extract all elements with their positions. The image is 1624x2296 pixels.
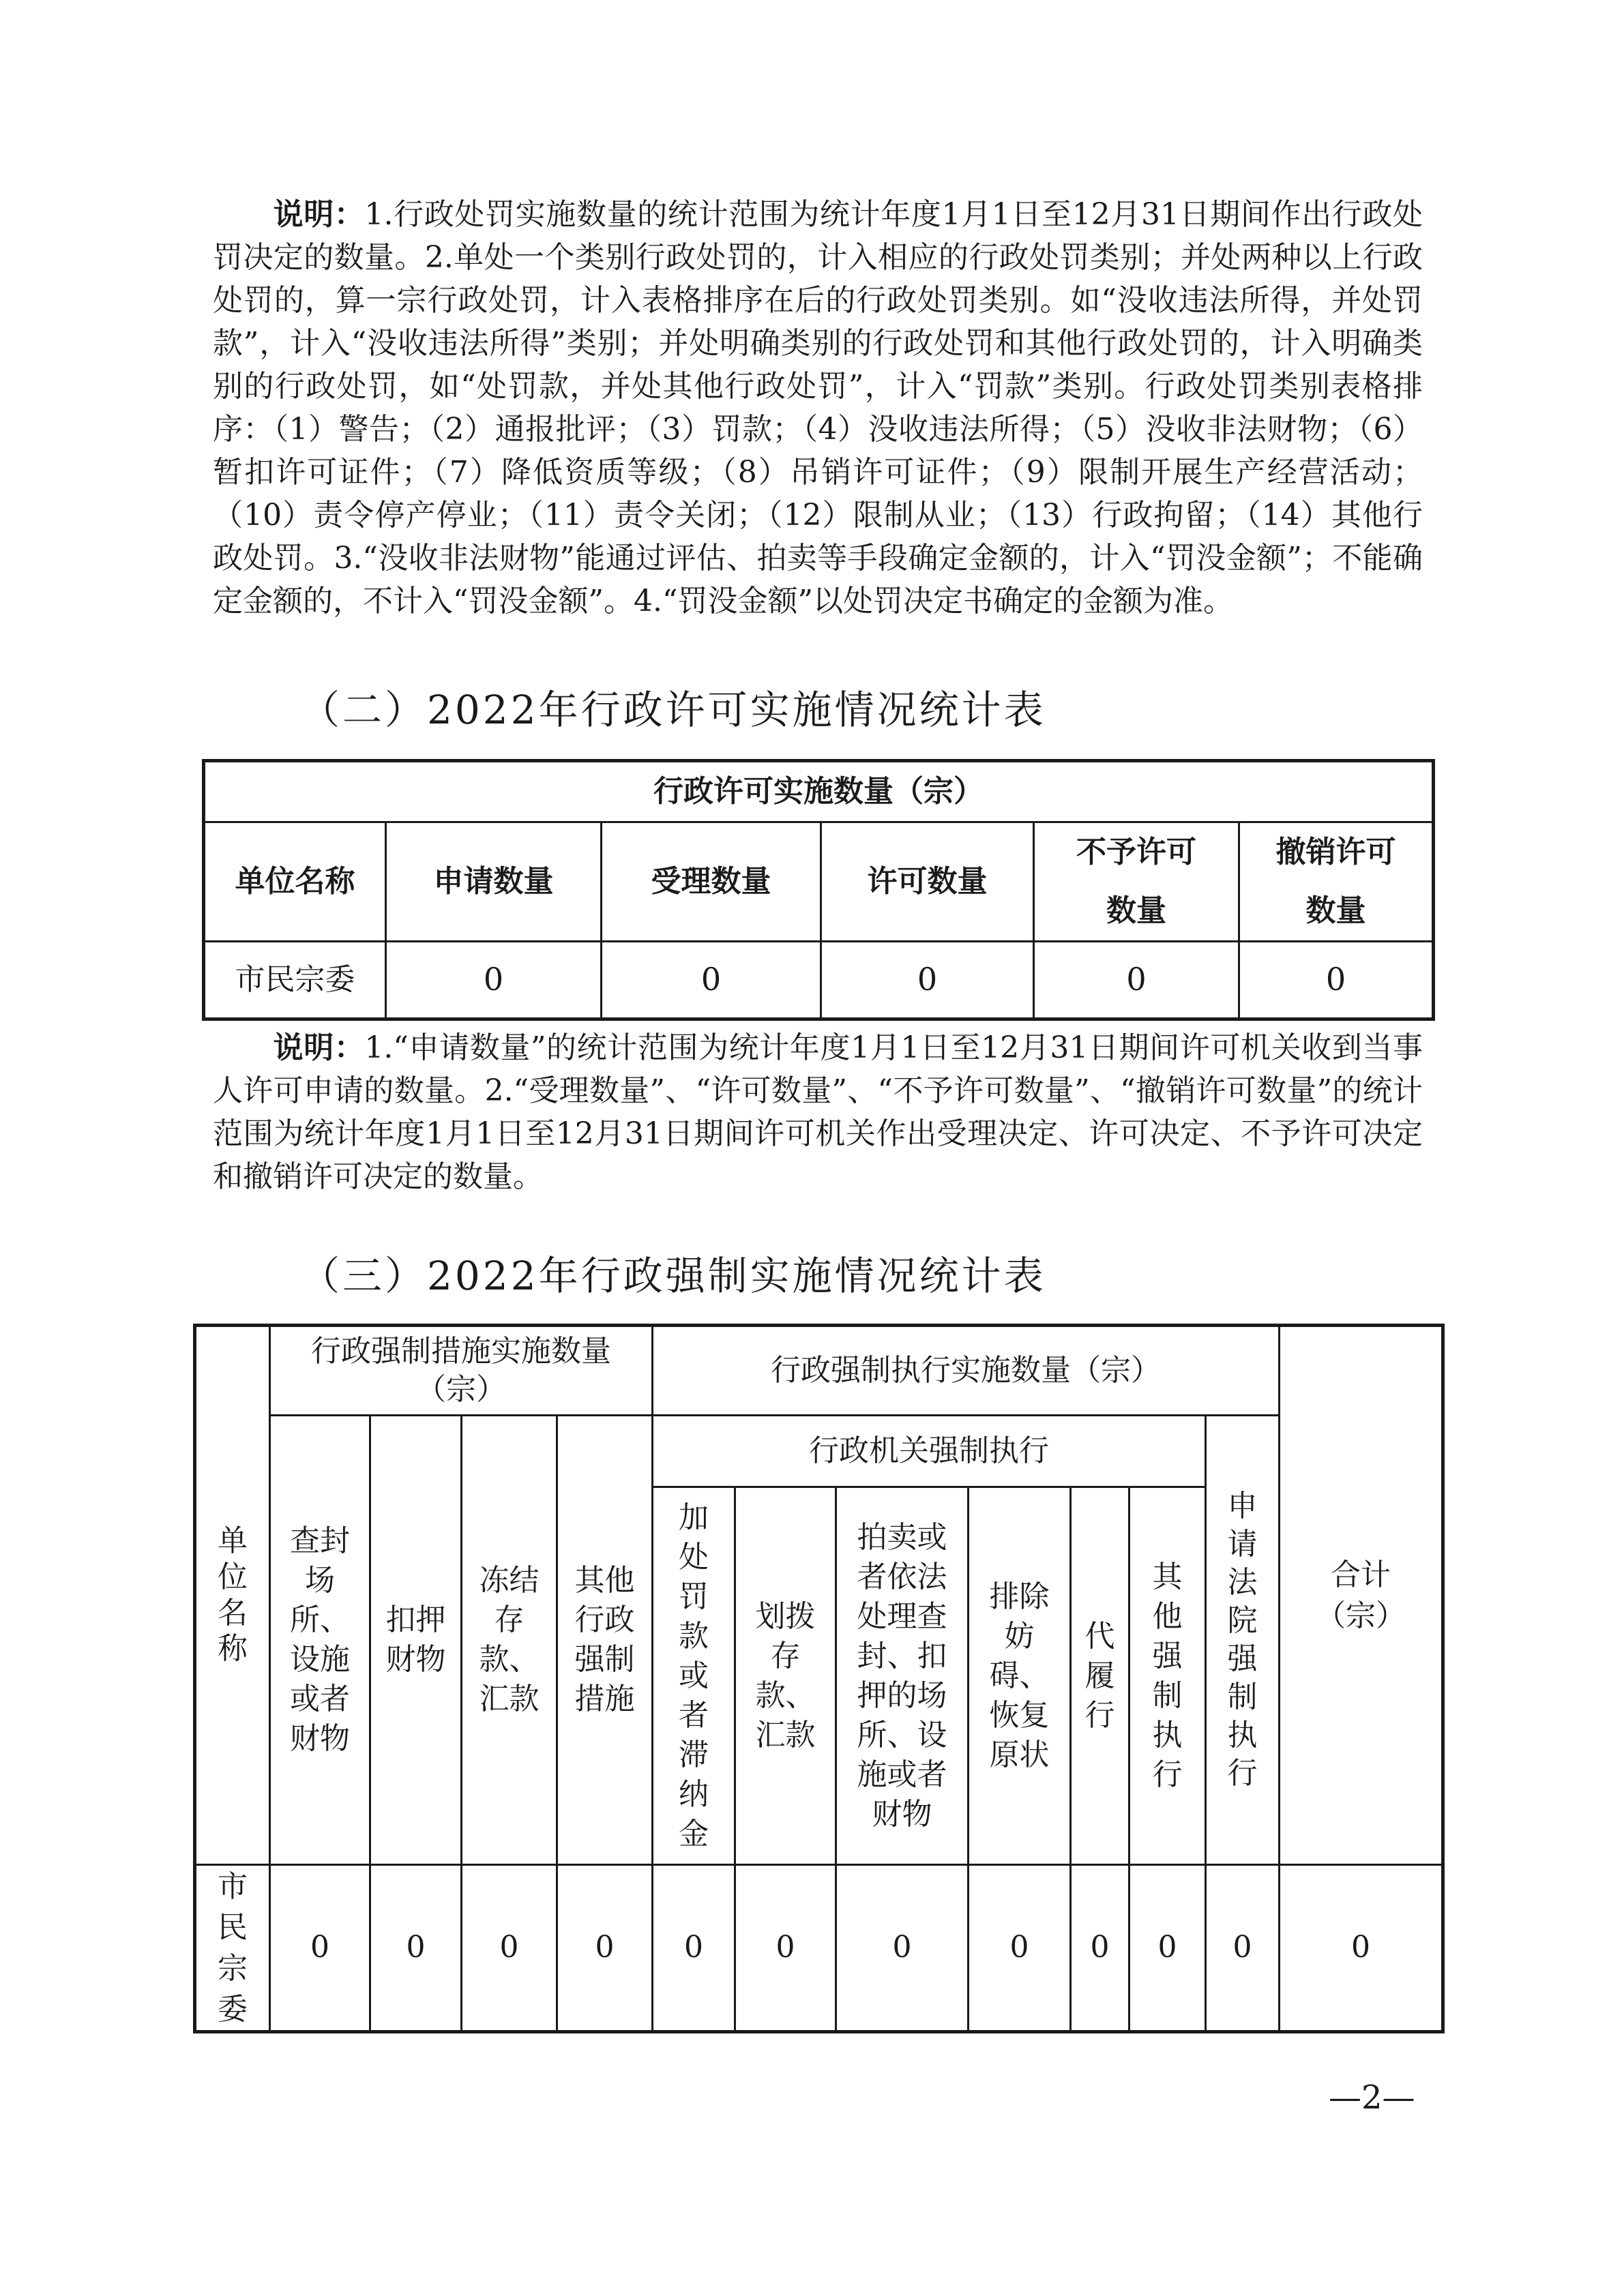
section-title-enforcement: （三）2022年行政强制实施情况统计表 (300, 1253, 1046, 1299)
note-paragraph-1 (213, 193, 1423, 623)
column-header: 申请数量 (386, 822, 602, 942)
column-header: 受理数量 (602, 822, 821, 942)
licensing-table (202, 759, 1435, 1021)
note-paragraph-2 (213, 1026, 1423, 1198)
agency-column-header: 拍卖或 者依法 处理查 封、扣 押的场 所、设 施或者 财物 (836, 1487, 969, 1865)
value-cell: 0 (1206, 1865, 1280, 2032)
unit-name-header: 单 位 名 称 (195, 1326, 270, 1865)
column-header: 许可数量 (821, 822, 1034, 942)
note-lead: 说明： (273, 197, 365, 232)
value-cell: 0 (602, 942, 821, 1019)
agency-column-header: 划拨 存 款、 汇款 (735, 1487, 836, 1865)
licensing-group-header: 行政许可实施数量（宗） (204, 761, 1434, 822)
value-cell: 0 (1280, 1865, 1443, 2032)
value-cell: 0 (1071, 1865, 1130, 2032)
measures-column-header: 冻结 存 款、 汇款 (462, 1416, 557, 1865)
value-cell: 0 (386, 942, 602, 1019)
table-row (195, 1865, 1443, 2032)
total-header: 合计 （宗） (1280, 1326, 1443, 1865)
section-title-licensing: （二）2022年行政许可实施情况统计表 (300, 687, 1046, 733)
unit-name-cell: 市 民 宗 委 (195, 1865, 270, 2032)
value-cell: 0 (836, 1865, 969, 2032)
measures-group-header: 行政强制措施实施数量 （宗） (270, 1326, 653, 1416)
page-number: —2— (1329, 2078, 1415, 2117)
note-text: 1.行政处罚实施数量的统计范围为统计年度1月1日至12月31日期间作出行政处罚决定的数量。2.单处一个类别行政处罚的，计入相应的行政处罚类别；并处两种以上行政处罚的，算一宗行政处罚，计入表格排序在后的行政处罚类别。如“没收违法所得，并处罚款”，计入“没收违法所得”类别；并处明确类别的行政处罚和其他行政处罚的，计入明确类别的行政处罚，如“处罚款，并处其他行政处罚”，计入“罚款”类别。行政处罚类别表格排序：（1）警告；（2）通报批评；（3）罚款；（4）没收违法所得；（5）没收非法财物；（6）暂扣许可证件；（7）降低资质等级；（8）吊销许可证件；（9）限制开展生产经营活动；（10）责令停产停业；（11）责令关闭；（12）限制从业；（13）行政拘留；（14）其他行政处罚。3.“没收非法财物”能通过评估、拍卖等手段确定金额的，计入“罚没金额”；不能确定金额的，不计入“罚没金额”。4.“罚没金额”以处罚决定书确定的金额为准。 (213, 197, 1423, 618)
measures-column-header: 其他 行政 强制 措施 (557, 1416, 653, 1865)
agency-column-header: 其 他 强 制 执 行 (1130, 1487, 1206, 1865)
value-cell: 0 (557, 1865, 653, 2032)
enforcement-table (193, 1324, 1445, 2033)
value-cell: 0 (1034, 942, 1239, 1019)
value-cell: 0 (1130, 1865, 1206, 2032)
value-cell: 0 (969, 1865, 1071, 2032)
agency-column-header: 代 履 行 (1071, 1487, 1130, 1865)
value-cell: 0 (370, 1865, 462, 2032)
agency-execution-header: 行政机关强制执行 (653, 1416, 1206, 1487)
note-lead: 说明： (273, 1030, 365, 1065)
unit-name-cell: 市民宗委 (204, 942, 386, 1019)
column-header: 不予许可 数量 (1034, 822, 1239, 942)
table-row (204, 942, 1434, 1019)
execution-group-header: 行政强制执行实施数量（宗） (653, 1326, 1280, 1416)
value-cell: 0 (735, 1865, 836, 2032)
unit-name-header: 单位名称 (204, 822, 386, 942)
value-cell: 0 (821, 942, 1034, 1019)
note-text: 1.“申请数量”的统计范围为统计年度1月1日至12月31日期间许可机关收到当事人许可申请的数量。2.“受理数量”、“许可数量”、“不予许可数量”、“撤销许可数量”的统计范围为统计年度1月1日至12月31日期间许可机关作出受理决定、许可决定、不予许可决定和撤销许可决定的数量。 (213, 1030, 1423, 1194)
value-cell: 0 (1239, 942, 1434, 1019)
column-header: 撤销许可 数量 (1239, 822, 1434, 942)
measures-column-header: 扣押 财物 (370, 1416, 462, 1865)
value-cell: 0 (270, 1865, 370, 2032)
agency-column-header: 排除 妨 碍、 恢复 原状 (969, 1487, 1071, 1865)
value-cell: 0 (462, 1865, 557, 2032)
court-execution-header: 申 请 法 院 强 制 执 行 (1206, 1416, 1280, 1865)
value-cell: 0 (653, 1865, 735, 2032)
measures-column-header: 查封 场 所、 设施 或者 财物 (270, 1416, 370, 1865)
agency-column-header: 加 处 罚 款 或 者 滞 纳 金 (653, 1487, 735, 1865)
